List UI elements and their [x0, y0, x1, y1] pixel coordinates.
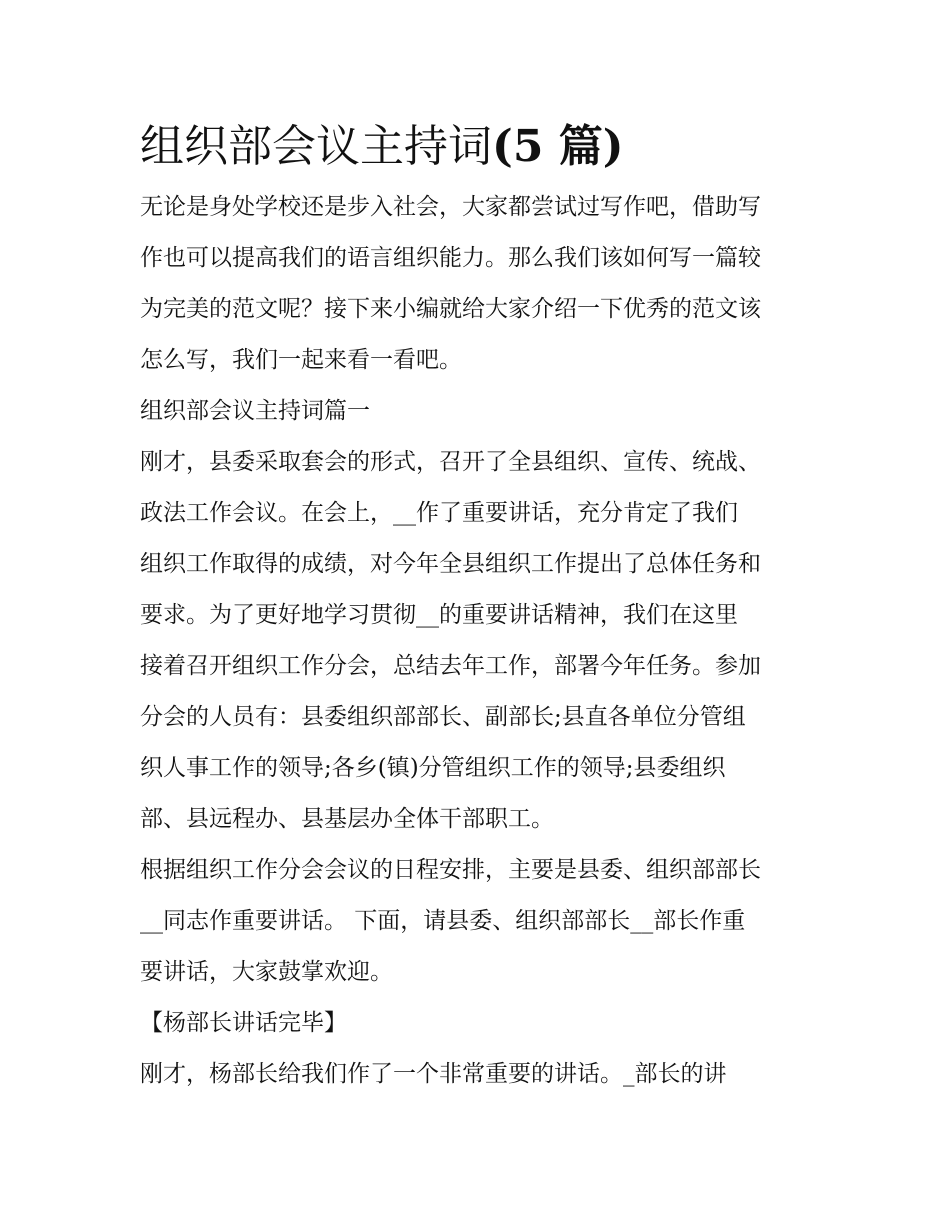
text-line: 要讲话，大家鼓掌欢迎。 [140, 959, 393, 985]
text-line: __同志作重要讲话。 下面，请县委、组织部部长__部长作重 [140, 908, 746, 934]
text-line: 织人事工作的领导;各乡(镇)分管组织工作的领导;县委组织 [140, 755, 726, 781]
document-title [140, 112, 820, 182]
title-text: 组织部会议主持词 [140, 121, 492, 172]
text-line: 【杨部长讲话完毕】 [140, 1010, 347, 1036]
text-line: 怎么写，我们一起来看一看吧。 [140, 347, 462, 373]
paragraph [140, 998, 820, 1049]
text-line: 要求。为了更好地学习贯彻__的重要讲话精神，我们在这里 [140, 602, 738, 628]
text-line: 组织部会议主持词篇一 [140, 398, 370, 424]
document-body [140, 112, 820, 1100]
title-count: (5 篇) [492, 121, 624, 172]
text-line: 无论是身处学校还是步入社会，大家都尝试过写作吧，借助写 [140, 194, 761, 220]
text-line: 根据组织工作分会会议的日程安排，主要是县委、组织部部长 [140, 857, 761, 883]
paragraph-list [140, 182, 820, 1100]
paragraph [140, 386, 820, 437]
text-line: 为完美的范文呢？接下来小编就给大家介绍一下优秀的范文该 [140, 296, 761, 322]
paragraph [140, 845, 820, 998]
text-line: 刚才，县委采取套会的形式，召开了全县组织、宣传、统战、 [140, 449, 761, 475]
text-line: 分会的人员有：县委组织部部长、副部长;县直各单位分管组 [140, 704, 746, 730]
text-line: 接着召开组织工作分会，总结去年工作，部署今年任务。参加 [140, 653, 761, 679]
paragraph [140, 1049, 820, 1100]
text-line: 刚才，杨部长给我们作了一个非常重要的讲话。_部长的讲 [140, 1061, 727, 1087]
paragraph [140, 437, 820, 845]
text-line: 政法工作会议。在会上，__作了重要讲话，充分肯定了我们 [140, 500, 738, 526]
paragraph [140, 182, 820, 386]
text-line: 组织工作取得的成绩，对今年全县组织工作提出了总体任务和 [140, 551, 761, 577]
text-line: 部、县远程办、县基层办全体干部职工。 [140, 806, 554, 832]
text-line: 作也可以提高我们的语言组织能力。那么我们该如何写一篇较 [140, 245, 761, 271]
